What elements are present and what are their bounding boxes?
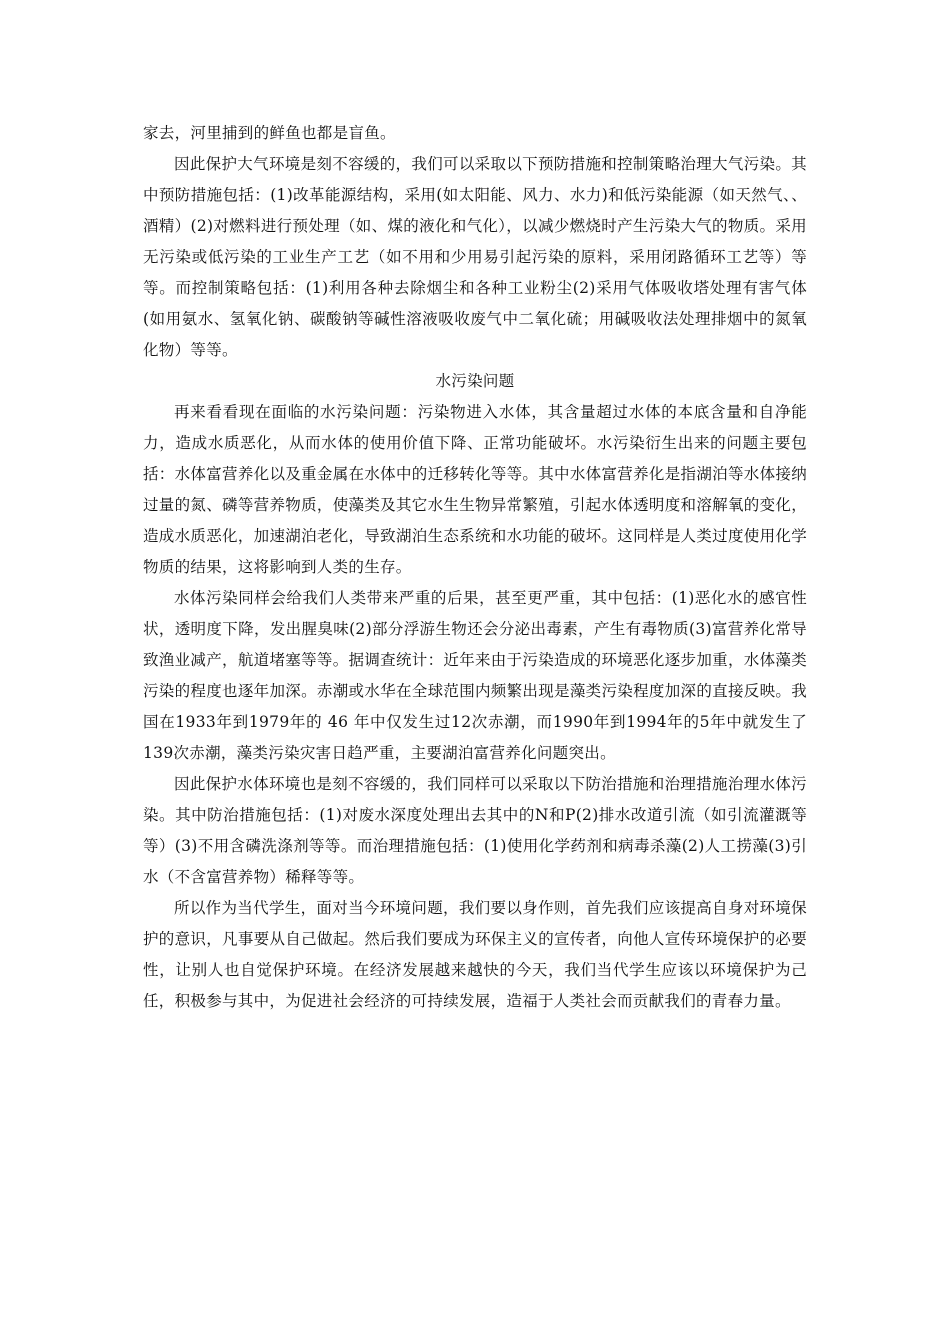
- paragraph-water-pollution-consequences: 水体污染同样会给我们人类带来严重的后果，甚至更严重，其中包括：(1)恶化水的感官性状，透明度下降，发出腥臭味(2)部分浮游生物还会分泌出毒素，产生有毒物质(3)富营养化常导致渔业减产，航道堵塞等等。据调查统计：近年来由于污染造成的环境恶化逐步加重，水体藻类污染的程度也逐年加深。赤潮或水华在全球范围内频繁出现是藻类污染程度加深的直接反映。我国在1933年到1979年的 46 年中仅发生过12次赤潮，而1990年到1994年的5年中就发生了139次赤潮，藻类污染灾害日趋严重，主要湖泊富营养化问题突出。: [143, 589, 807, 762]
- paragraph-conclusion: 所以作为当代学生，面对当今环境问题，我们要以身作则，首先我们应该提高自身对环境保护的意识，凡事要从自己做起。然后我们要成为环保主义的宣传者，向他人宣传环境保护的必要性，让别人也自觉保护环境。在经济发展越来越快的今天，我们当代学生应该以环境保护为己任，积极参与其中，为促进社会经济的可持续发展，造福于人类社会而贡献我们的青春力量。: [143, 899, 807, 1010]
- paragraph-air-protection: 因此保护大气环境是刻不容缓的，我们可以采取以下预防措施和控制策略治理大气污染。其中预防措施包括：(1)改革能源结构，采用(如太阳能、风力、水力)和低污染能源（如天然气、、酒精）(2)对燃料进行预处理（如、煤的液化和气化），以减少燃烧时产生污染大气的物质。采用无污染或低污染的工业生产工艺（如不用和少用易引起污染的原料，采用闭路循环工艺等）等等。而控制策略包括：(1)利用各种去除烟尘和各种工业粉尘(2)采用气体吸收塔处理有害气体(如用氨水、氢氧化钠、碳酸钠等碱性溶液吸收废气中二氧化硫；用碱吸收法处理排烟中的氮氧化物）等等。: [143, 155, 807, 359]
- paragraph-continuation: 家去，河里捕到的鲜鱼也都是盲鱼。: [143, 124, 396, 142]
- paragraph-water-pollution-intro: 再来看看现在面临的水污染问题：污染物进入水体，其含量超过水体的本底含量和自净能力，造成水质恶化，从而水体的使用价值下降、正常功能破坏。水污染衍生出来的问题主要包括：水体富营养化以及重金属在水体中的迁移转化等等。其中水体富营养化是指湖泊等水体接纳过量的氮、磷等营养物质，使藻类及其它水生生物异常繁殖，引起水体透明度和溶解氧的变化，造成水质恶化，加速湖泊老化，导致湖泊生态系统和水功能的破坏。这同样是人类过度使用化学物质的结果，这将影响到人类的生存。: [143, 403, 807, 576]
- section-heading-water-pollution: 水污染问题: [435, 372, 515, 390]
- document-page: [143, 118, 807, 1017]
- paragraph-water-protection: 因此保护水体环境也是刻不容缓的，我们同样可以采取以下防治措施和治理措施治理水体污染。其中防治措施包括：(1)对废水深度处理出去其中的N和P(2)排水改道引流（如引流灌溉等等）(3)不用含磷洗涤剂等等。而治理措施包括：(1)使用化学药剂和病毒杀藻(2)人工捞藻(3)引水（不含富营养物）稀释等等。: [143, 775, 807, 886]
